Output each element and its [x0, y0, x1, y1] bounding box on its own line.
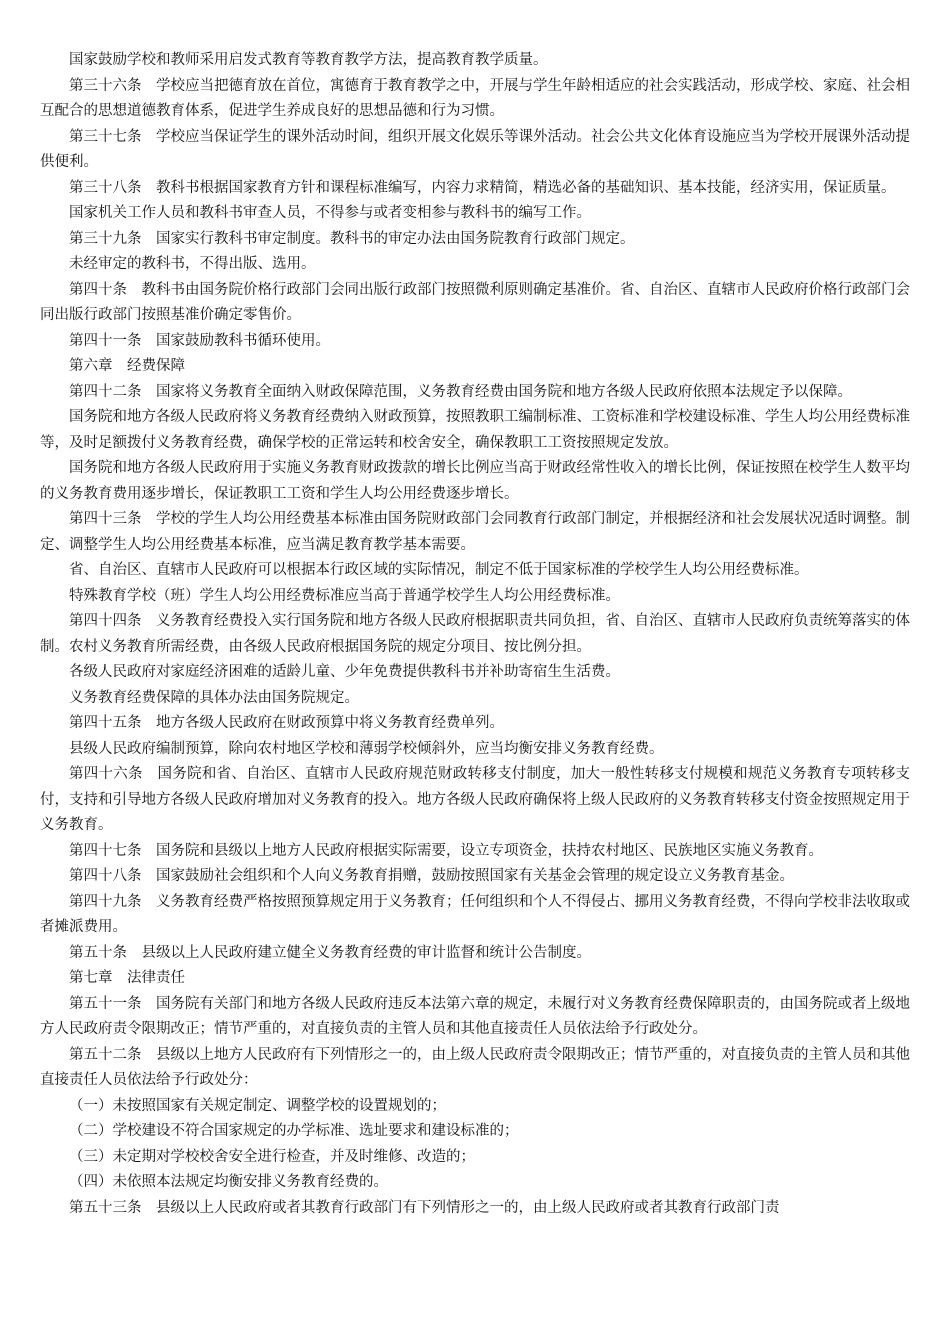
chapter-7-heading: 第七章 法律责任 [69, 970, 185, 986]
article-43-clause-2: 省、自治区、直辖市人民政府可以根据本行政区域的实际情况，制定不低于国家标准的学校学生人均公用经费标准。 [69, 562, 809, 578]
article-45-clause-2: 县级人民政府编制预算，除向农村地区学校和薄弱学校倾斜外，应当均衡安排义务教育经费。 [69, 740, 664, 757]
article-49: 第四十九条 义务教育经费严格按照预算规定用于义务教育；任何组织和个人不得侵占、挪用义务教育经费，不得向学校非法收取或者摊派费用。 [40, 893, 910, 935]
article-44-clause-3: 义务教育经费保障的具体办法由国务院规定。 [69, 689, 359, 706]
article-38: 第三十八条 教科书根据国家教育方针和课程标准编写，内容力求精简，精选必备的基础知识、基本技能，经济实用，保证质量。 [69, 179, 896, 196]
article-51: 第五十一条 国务院有关部门和地方各级人民政府违反本法第六章的规定，未履行对义务教育经费保障职责的，由国务院或者上级地方人民政府责令限期改正；情节严重的，对直接负责的主管人员和其他直接责任人员依法给予行政处分。 [40, 995, 910, 1037]
article-53: 第五十三条 县级以上人民政府或者其教育行政部门有下列情形之一的，由上级人民政府或者其教育行政部门责 [69, 1199, 780, 1216]
chapter-6-heading: 第六章 经费保障 [69, 358, 185, 374]
article-41: 第四十一条 国家鼓励教科书循环使用。 [69, 332, 330, 349]
article-39-clause-2: 未经审定的教科书，不得出版、选用。 [69, 256, 316, 272]
article-43-clause-3: 特殊教育学校（班）学生人均公用经费标准应当高于普通学校学生人均公用经费标准。 [69, 587, 620, 604]
article-44: 第四十四条 义务教育经费投入实行国务院和地方各级人民政府根据职责共同负担，省、自治区、直辖市人民政府负责统筹落实的体制。农村义务教育所需经费，由各级人民政府根据国务院的规定分项目、按比例分担。 [40, 613, 910, 655]
article-45: 第四十五条 地方各级人民政府在财政预算中将义务教育经费单列。 [69, 715, 504, 731]
article-48: 第四十八条 国家鼓励社会组织和个人向义务教育捐赠，鼓励按照国家有关基金会管理的规定设立义务教育基金。 [69, 868, 794, 884]
article-52: 第五十二条 县级以上地方人民政府有下列情形之一的，由上级人民政府责令限期改正；情节严重的，对直接负责的主管人员和其他直接责任人员依法给予行政处分： [40, 1046, 910, 1088]
article-37: 第三十七条 学校应当保证学生的课外活动时间，组织开展文化娱乐等课外活动。社会公共文化体育设施应当为学校开展课外活动提供便利。 [40, 128, 910, 170]
article-52-item-2: （二）学校建设不符合国家规定的办学标准、选址要求和建设标准的； [69, 1123, 519, 1139]
article-52-item-1: （一）未按照国家有关规定制定、调整学校的设置规划的； [69, 1097, 446, 1114]
article-42: 第四十二条 国家将义务教育全面纳入财政保障范围，义务教育经费由国务院和地方各级人民政府依照本法规定予以保障。 [69, 383, 852, 400]
article-40: 第四十条 教科书由国务院价格行政部门会同出版行政部门按照微利原则确定基准价。省、自治区、直辖市人民政府价格行政部门会同出版行政部门按照基准价确定零售价。 [40, 281, 910, 323]
article-50: 第五十条 县级以上人民政府建立健全义务教育经费的审计监督和统计公告制度。 [69, 944, 591, 961]
article-52-item-4: （四）未依照本法规定均衡安排义务教育经费的。 [69, 1174, 388, 1190]
article-43: 第四十三条 学校的学生人均公用经费基本标准由国务院财政部门会同教育行政部门制定，并根据经济和社会发展状况适时调整。制定、调整学生人均公用经费基本标准，应当满足教育教学基本需要。 [40, 511, 910, 553]
article-39: 第三十九条 国家实行教科书审定制度。教科书的审定办法由国务院教育行政部门规定。 [69, 230, 635, 247]
article-42-clause-2: 国务院和地方各级人民政府将义务教育经费纳入财政预算，按照教职工编制标准、工资标准和学校建设标准、学生人均公用经费标准等，及时足额拨付义务教育经费，确保学校的正常运转和校舍安全，确保教职工工资按照规定发放。 [40, 409, 910, 451]
article-47: 第四十七条 国务院和县级以上地方人民政府根据实际需要，设立专项资金，扶持农村地区、民族地区实施义务教育。 [69, 842, 823, 859]
article-52-item-3: （三）未定期对学校校舍安全进行检查，并及时维修、改造的； [69, 1148, 475, 1165]
article-42-clause-3: 国务院和地方各级人民政府用于实施义务教育财政拨款的增长比例应当高于财政经常性收入的增长比例，保证按照在校学生人数平均的义务教育费用逐步增长，保证教职工工资和学生人均公用经费逐步增长。 [40, 460, 910, 502]
article-38-clause-2: 国家机关工作人员和教科书审查人员，不得参与或者变相参与教科书的编写工作。 [69, 205, 591, 221]
article-46: 第四十六条 国务院和省、自治区、直辖市人民政府规范财政转移支付制度，加大一般性转移支付规模和规范义务教育专项转移支付，支持和引导地方各级人民政府增加对义务教育的投入。地方各级人民政府确保将上级人民政府的义务教育转移支付资金按照规定用于义务教育。 [40, 766, 910, 833]
article-36: 第三十六条 学校应当把德育放在首位，寓德育于教育教学之中，开展与学生年龄相适应的社会实践活动，形成学校、家庭、社会相互配合的思想道德教育体系，促进学生养成良好的思想品德和行为习惯。 [40, 77, 910, 119]
article-44-clause-2: 各级人民政府对家庭经济困难的适龄儿童、少年免费提供教科书并补助寄宿生生活费。 [69, 664, 620, 680]
paragraph-heuristic-teaching: 国家鼓励学校和教师采用启发式教育等教育教学方法，提高教育教学质量。 [69, 52, 548, 68]
